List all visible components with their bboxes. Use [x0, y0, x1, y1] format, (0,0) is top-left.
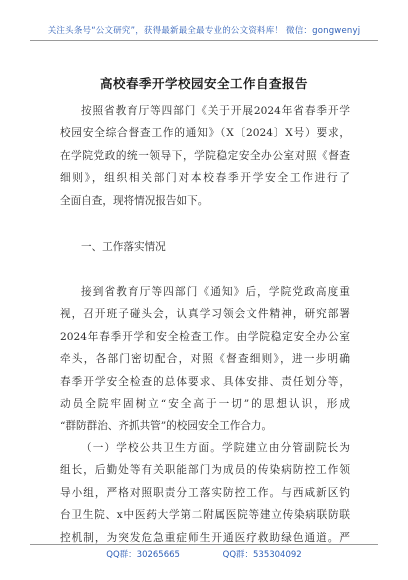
paragraph-line: 校园安全综合督查工作的通知》（X〔2024〕X号）要求， [60, 127, 350, 140]
paragraph-line: 导小组，严格对照职责分工落实防控工作。与西咸新区钓 [60, 486, 350, 499]
footer-banner [0, 548, 408, 560]
document-title: 高校春季开学校园安全工作自查报告 [99, 76, 308, 91]
paragraph-line: 动员全院牢固树立“安全高于一切”的思想认识，形成 [60, 398, 350, 411]
section-heading-text: 一、工作落实情况 [81, 241, 166, 253]
section-heading [60, 236, 350, 258]
paragraph-line: 控机制，为突发危急重症师生开通医疗救助绿色通道。严 [60, 531, 350, 544]
paragraph-line: 春季开学安全检查的总体要求、具体安排、责任划分等， [60, 375, 350, 388]
header-divider [30, 40, 378, 41]
paragraph-line: 接到省教育厅等四部门《通知》后，学院党政高度重 [81, 286, 350, 298]
paragraph-line: 视，召开班子碰头会，认真学习领会文件精神，研究部署 [60, 308, 350, 321]
header-banner: 关注头条号“公文研究”，获得最新最全最专业的公文资料库！ 微信：gongwenyj [47, 26, 361, 36]
paragraph-line: 2024年春季开学和安全检查工作。由学院稳定安全办公室 [60, 330, 350, 343]
paragraph-line: 牵头，各部门密切配合，对照《督查细则》，进一步明确 [60, 353, 350, 366]
paragraph-intro [60, 100, 350, 212]
paragraph-line: “群防群治、齐抓共管”的校园安全工作合力。 [60, 420, 273, 433]
qq-group-2: QQ群：535304092 [222, 550, 302, 560]
paragraph-line: 组长，后勤处等有关职能部门为成员的传染病防控工作领 [60, 464, 350, 477]
paragraph-public-health [60, 437, 350, 549]
paragraph-line: 台卫生院、x中医药大学第二附属医院等建立传染病联防联 [60, 509, 350, 522]
paragraph-line: 细则》，组织相关部门对本校春季开学安全工作进行了 [60, 172, 350, 185]
footer-divider [30, 544, 378, 545]
paragraph-line: 在学院党政的统一领导下，学院稳定安全办公室对照《督查 [60, 149, 350, 162]
qq-group-1: QQ群：30265665 [106, 550, 180, 560]
paragraph-line: 按照省教育厅等四部门《关于开展2024年省春季开学 [81, 105, 350, 117]
paragraph-line: （一）学校公共卫生方面。学院建立由分管副院长为 [81, 442, 350, 454]
paragraph-implementation [60, 281, 350, 438]
paragraph-line: 全面自查，现将情况报告如下。 [60, 194, 209, 207]
